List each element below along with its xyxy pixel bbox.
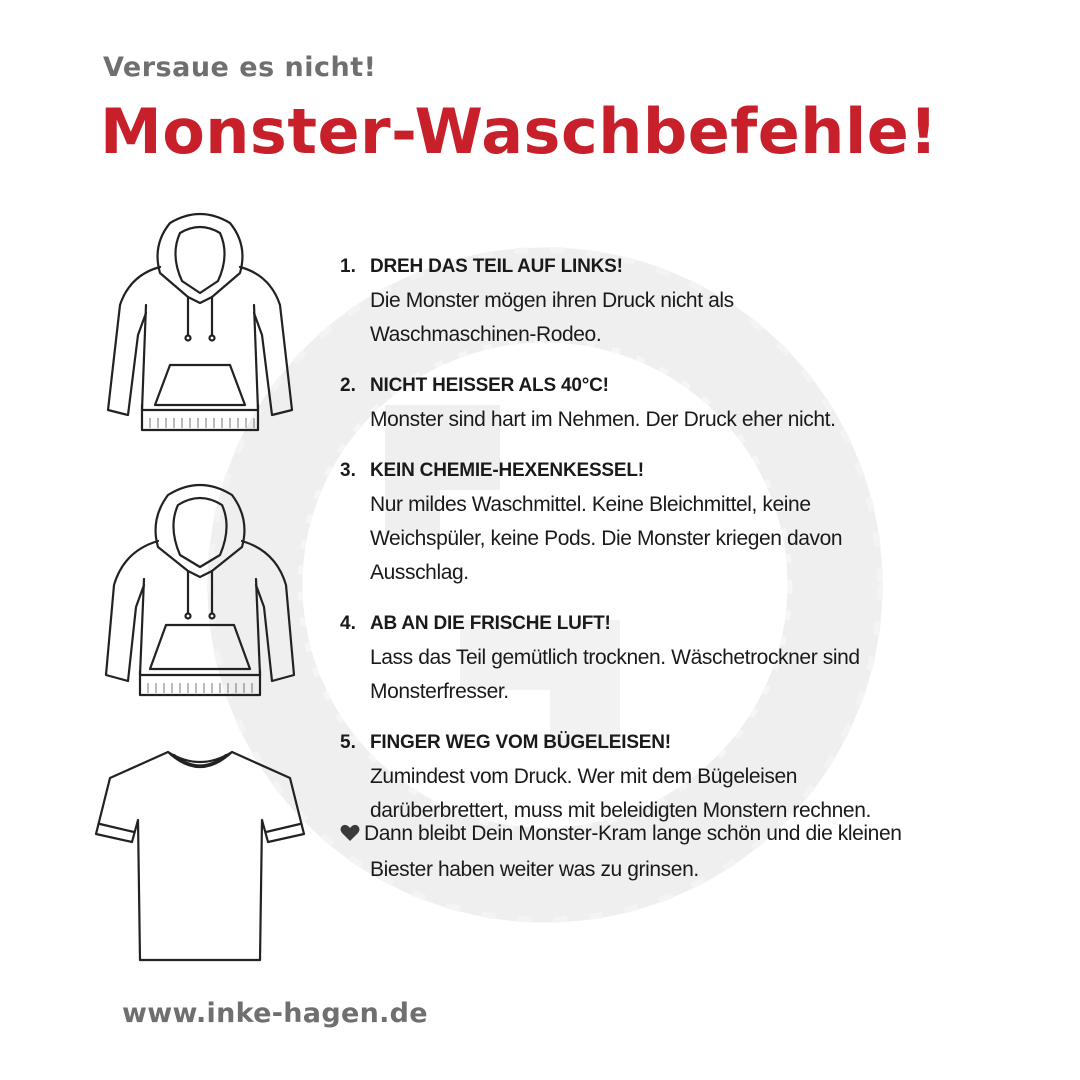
rule-item — [340, 250, 980, 352]
rule-text: Zumindest vom Druck. Wer mit dem Bügeleisen — [370, 765, 798, 788]
rule-number: 3. — [340, 460, 356, 481]
page-title: Monster-Waschbefehle! — [100, 95, 939, 168]
rule-title: AB AN DIE FRISCHE LUFT! — [370, 613, 611, 634]
rule-item — [340, 726, 980, 828]
rule-title: FINGER WEG VOM BÜGELEISEN! — [370, 732, 671, 753]
closing-text: Biester haben weiter was zu grinsen. — [370, 858, 699, 881]
rule-text: darüberbrettert, muss mit beleidigten Monstern rechnen. — [370, 799, 871, 822]
heart-icon — [340, 819, 364, 853]
rule-text: Monster sind hart im Nehmen. Der Druck eher nicht. — [370, 408, 836, 431]
website-url: www.inke-hagen.de — [122, 998, 428, 1029]
rule-number: 5. — [340, 732, 356, 753]
rule-number: 1. — [340, 256, 356, 277]
closing-text: Dann bleibt Dein Monster-Kram lange schön und die kleinen — [364, 822, 902, 845]
rule-text: Waschmaschinen-Rodeo. — [370, 323, 602, 346]
rule-title: NICHT HEISSER ALS 40°C! — [370, 375, 609, 396]
rule-text: Die Monster mögen ihren Druck nicht als — [370, 289, 734, 312]
hoodie-drawing — [100, 205, 300, 440]
rule-number: 4. — [340, 613, 356, 634]
rule-text: Weichspüler, keine Pods. Die Monster kriegen davon — [370, 527, 843, 550]
closing-note — [340, 817, 1000, 887]
rule-title: KEIN CHEMIE-HEXENKESSEL! — [370, 460, 644, 481]
rule-text: Ausschlag. — [370, 561, 469, 584]
rule-item — [340, 454, 980, 590]
tagline: Versaue es nicht! — [103, 52, 377, 83]
rule-text: Monsterfresser. — [370, 680, 509, 703]
rule-text: Nur mildes Waschmittel. Keine Bleichmittel, keine — [370, 493, 811, 516]
rule-item — [340, 607, 980, 709]
rule-text: Lass das Teil gemütlich trocknen. Wäschetrockner sind — [370, 646, 860, 669]
hoodie-drawing — [100, 475, 300, 705]
rule-item — [340, 369, 980, 437]
tshirt-drawing — [90, 738, 310, 968]
rule-title: DREH DAS TEIL AUF LINKS! — [370, 256, 623, 277]
rule-number: 2. — [340, 375, 356, 396]
washing-rules-list — [340, 250, 980, 845]
